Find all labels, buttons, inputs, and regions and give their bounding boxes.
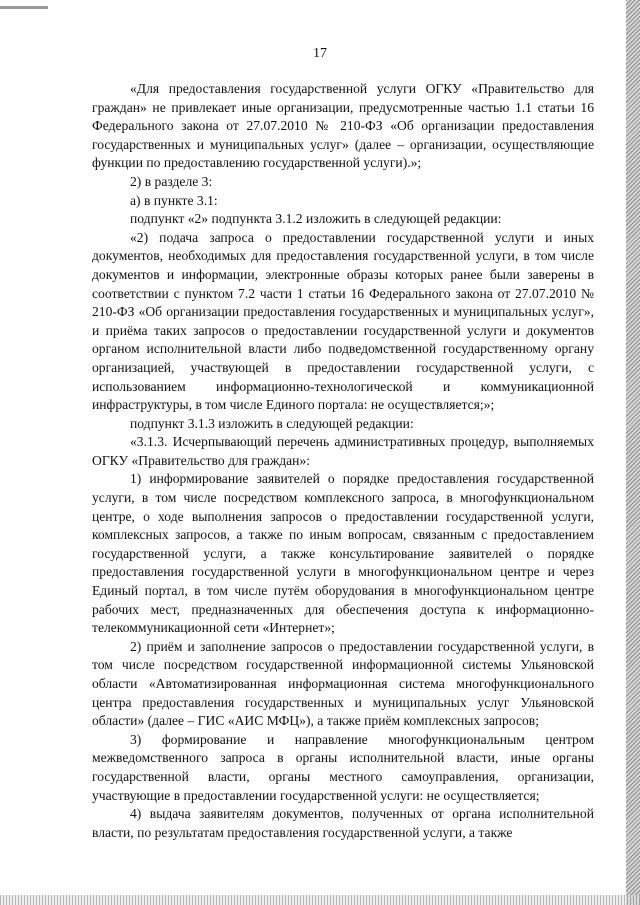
paragraph: 4) выдача заявителям документов, полученных от органа исполнительной власти, по результатам предоставления государственной услуги, а также [92,806,594,840]
paragraph: подпункт 3.1.3 изложить в следующей редакции: [130,415,414,431]
page-number: 17 [313,46,327,61]
paragraph: 1) информирование заявителей о порядке предоставления государственной услуги, в том числе посредством комплексного запроса, в многофункциональном центре, о ходе выполнения запросов о предоставлении государственной услуги, комплексных запросов, а также по иным вопросам, связанным с предоставлением государственной услуги, а также консультирование заявителей о порядке предоставления государственной услуги в многофункциональном центре и через Единый портал, в том числе путём оборудования в многофункциональном центре рабочих мест, предназначенных для обеспечения доступа к информационно-телекоммуникационной сети «Интернет»; [92,471,594,636]
paragraph: а) в пункте 3.1: [130,192,218,208]
paragraph: «3.1.3. Исчерпывающий перечень административных процедур, выполняемых ОГКУ «Правительство для граждан»: [92,434,594,468]
paragraph: «Для предоставления государственной услуги ОГКУ «Правительство для граждан» не привлекает иные организации, предусмотренные частью 1.1 статьи 16 Федерального закона от 27.07.2010 № 210-ФЗ «Об организации предоставления государственных и муниципальных услуг» (далее – организации, осуществляющие функции по предоставлению государственной услуги).»; [92,81,594,171]
paragraph: 2) приём и заполнение запросов о предоставлении государственной услуги, в том числе посредством государственной информационной системы Ульяновской области «Автоматизированная информационная система многофункционального центра предоставления государственных и муниципальных услуг Ульяновской области» (далее – ГИС «АИС МФЦ»), а также приём комплексных запросов; [92,638,594,729]
scan-mark [0,6,48,9]
paragraph: 2) в разделе 3: [130,173,213,189]
paragraph: «2) подача запроса о предоставлении государственной услуги и иных документов, необходимых для предоставления государственной услуги, в том числе документов и информации, электронные образы которых ранее были заверены в соответствии с пунктом 7.2 части 1 статьи 16 Федерального закона от 27.07.2010 № 210-ФЗ «Об организации предоставления государственных и муниципальных услуг», и приёма таких запросов о предоставлении государственной услуги и документов органом исполнительной власти либо подведомственной государственному органу организацией, участвующей в предоставлении государственной услуги, с использованием информационно-технологической и коммуникационной инфраструктуры, в том числе Единого портала: не осуществляется;»; [92,229,594,413]
document-body [92,80,594,842]
scan-edge-bottom [0,895,640,905]
paragraph: подпункт «2» подпункта 3.1.2 изложить в следующей редакции: [130,211,502,227]
scan-edge-right [626,0,640,905]
paragraph: 3) формирование и направление многофункциональным центром межведомственного запроса в органы исполнительной власти, иные органы государственной власти, органы местного самоуправления, организации, участвующие в предоставлении государственной услуги: не осуществляется; [92,731,594,803]
